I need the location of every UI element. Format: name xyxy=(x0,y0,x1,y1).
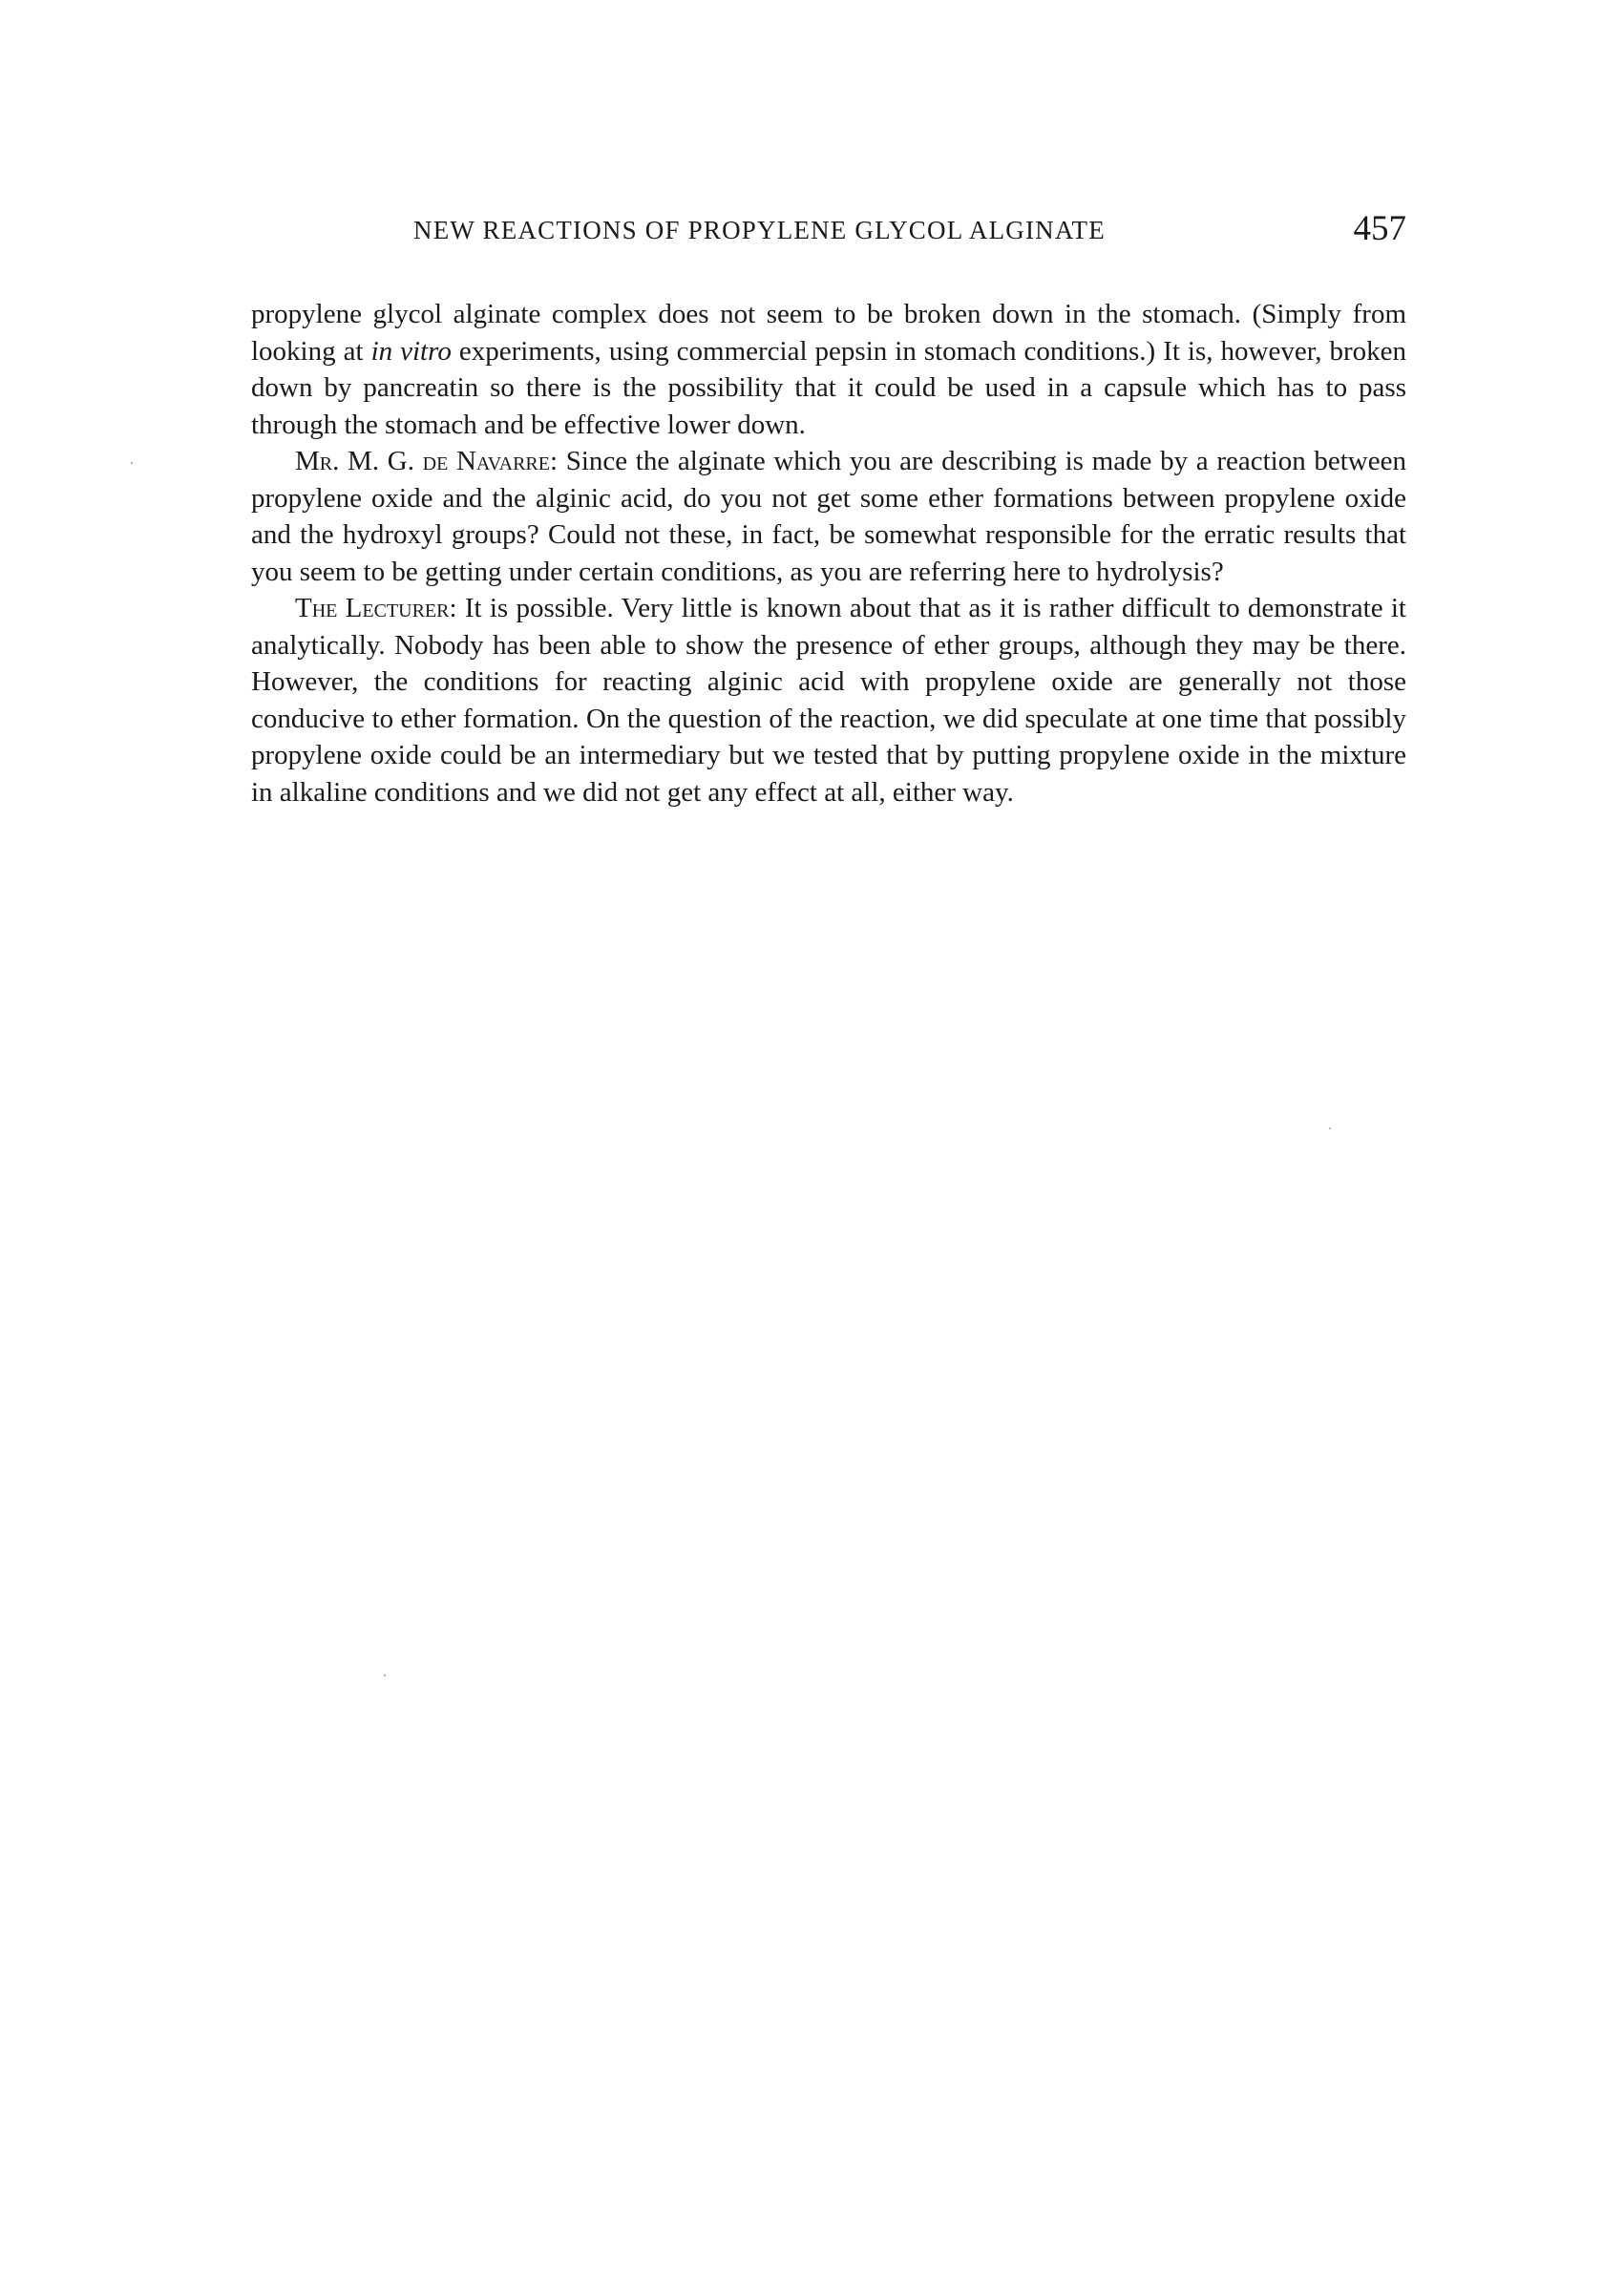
running-title: NEW REACTIONS OF PROPYLENE GLYCOL ALGINATE xyxy=(413,216,1106,244)
paragraph-text: : Since the alginate which you are describing is made by a reaction between propylene oxide and the alginic acid, do you not get some ether formations between propylene oxide and the hydroxyl groups? Could not these, in fact, be somewhat responsible for the erratic results that you seem to be getting under certain conditions, as you are referring here to hydrolysis? xyxy=(251,446,1406,587)
paragraph-text: experiments, using commercial pepsin in stomach conditions.) It is, however, broken down by pancreatin so there is the possibility that it could be used in a capsule which has to pass through the stomach and be effective lower down. xyxy=(251,335,1406,440)
body-text xyxy=(251,296,1406,810)
paragraph-answer xyxy=(251,590,1406,810)
scan-speck xyxy=(1329,1127,1331,1129)
scan-speck xyxy=(131,462,133,464)
paragraph-text: : It is possible. Very little is known about that as it is rather difficult to demonstrate it analytically. Nobody has been able to show the presence of ether groups, although they may be there. However, the conditions for reacting alginic acid with propylene oxide are generally not those conducive to ether formation. On the question of the reaction, we did speculate at one time that possibly propylene oxide could be an intermediary but we tested that by putting propylene oxide in the mixture in alkaline conditions and we did not get any effect at all, either way. xyxy=(251,593,1406,808)
paragraph-continuation xyxy=(251,296,1406,443)
page-header xyxy=(251,208,1406,256)
paragraph-text: propylene glycol alginate complex does not seem to be broken down in the stomach. (Simply from looking at xyxy=(251,299,1406,367)
paragraph-question xyxy=(251,443,1406,590)
page-number: 457 xyxy=(1353,209,1406,248)
italic-term: in vitro xyxy=(370,335,452,367)
speaker-name: The Lecturer xyxy=(295,593,450,623)
speaker-name: Mr. M. G. de Navarre xyxy=(295,446,550,476)
scan-speck xyxy=(384,1674,386,1676)
